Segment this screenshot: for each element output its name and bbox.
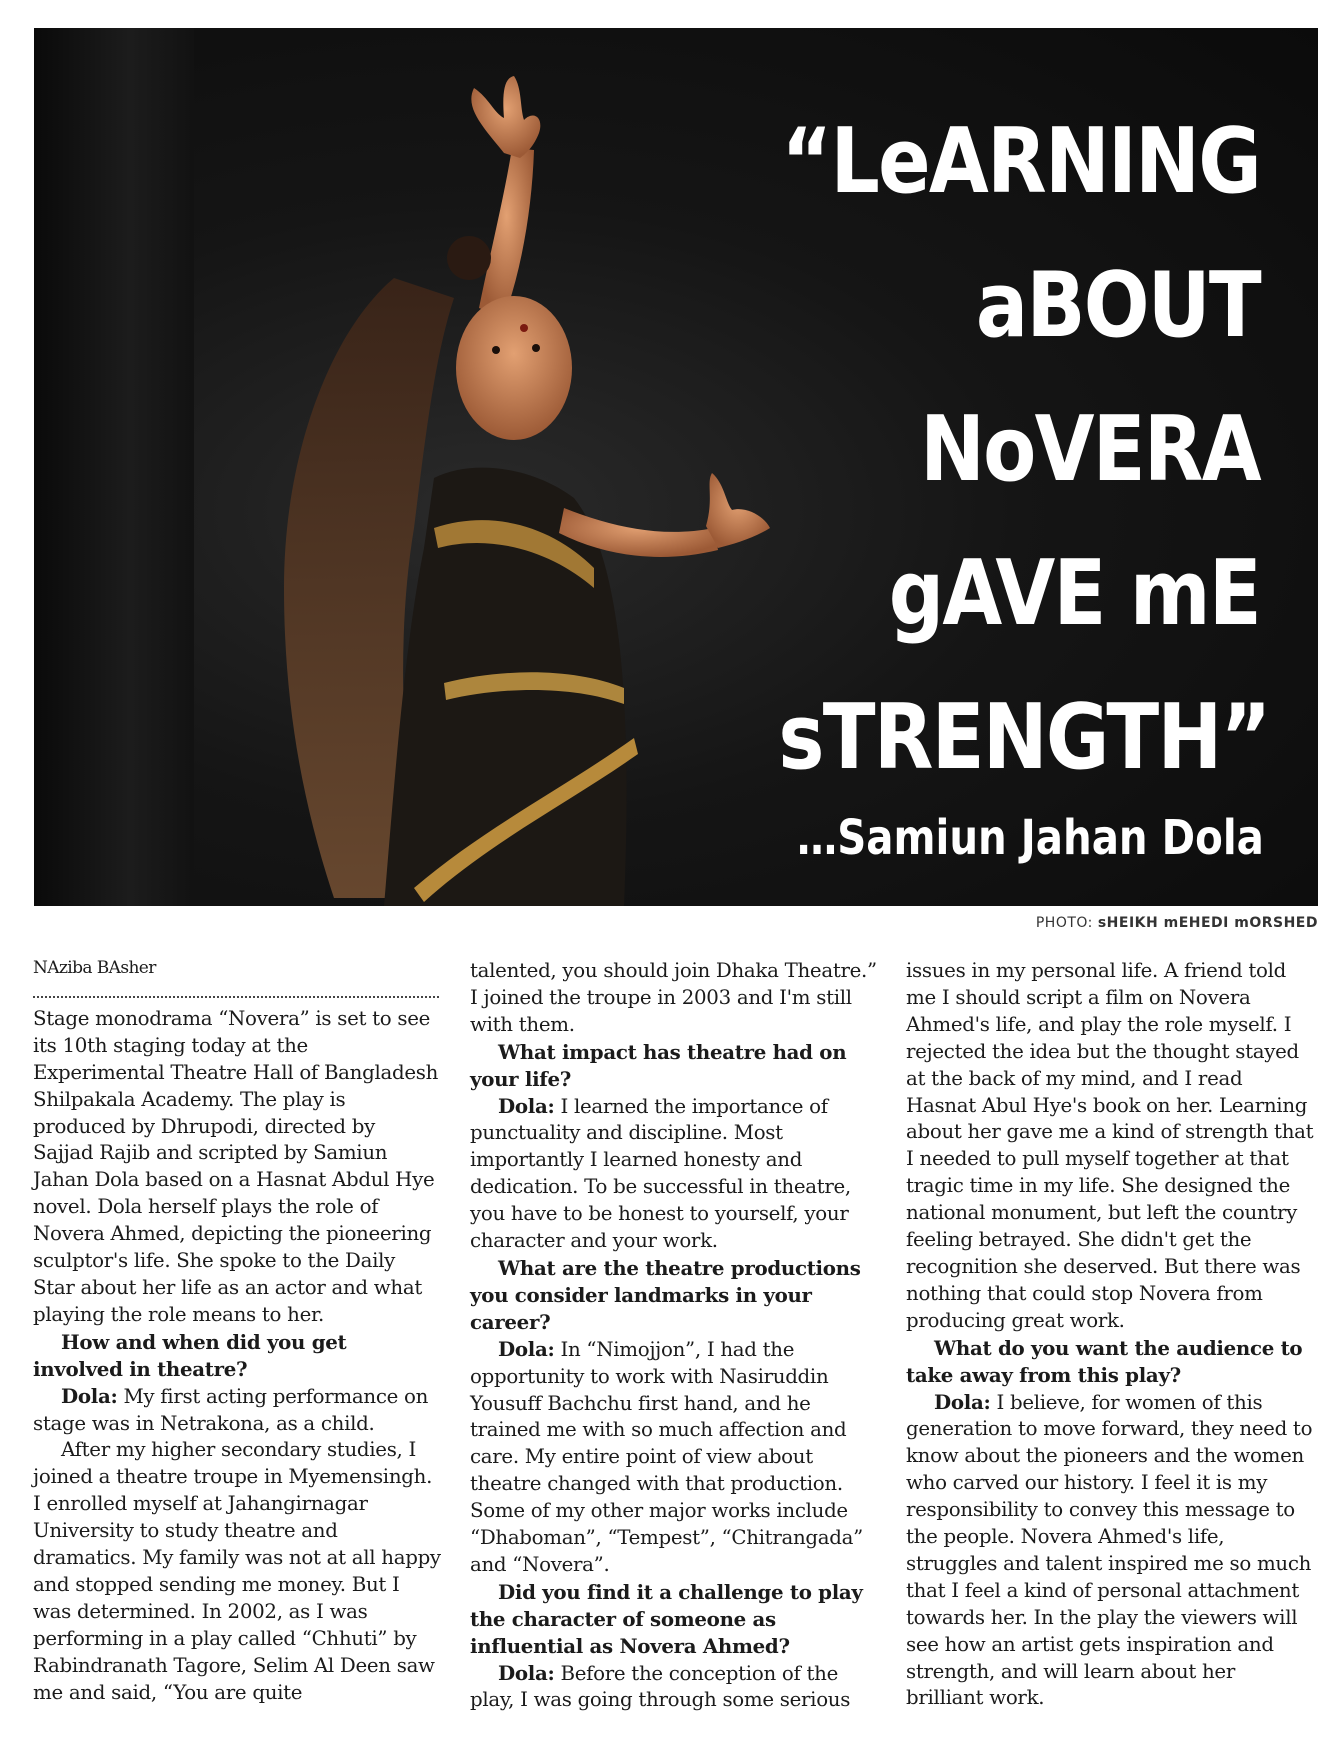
answer-4 [470, 1660, 882, 1715]
question-4: Did you find it a challenge to play the character of someone as influential as Novera Ahmed? [470, 1579, 863, 1658]
question-3: What are the theatre productions you consider landmarks in your career? [470, 1255, 861, 1334]
answer-2 [470, 1093, 882, 1255]
answer-1-continued: After my higher secondary studies, I joined a theatre troupe in Myemensingh. I enrolled myself at Jahangirnagar University to study theatre and dramatics. My family was not at all happy and stopped sending me money. But I was determined. In 2002, as I was performing in a play called “Chhuti” by Rabindranath Tagore, Selim Al Deen saw me and said, “You are quite [33, 1438, 441, 1704]
speaker-label: Dola: [498, 1336, 555, 1361]
question-2: What impact has theatre had on your life? [470, 1039, 847, 1091]
photo-credit-label: PHOTO: [1035, 915, 1093, 931]
answer-3 [470, 1336, 882, 1579]
headline [778, 90, 1270, 810]
photo-credit-name: sHEIKH mEHEDI mORSHED [1097, 915, 1318, 931]
headline-line: aBOUT [975, 253, 1260, 358]
answer-1 [33, 1383, 441, 1438]
dancer-illustration [34, 28, 794, 906]
intro-paragraph: Stage monodrama “Novera” is set to see its 10th staging today at the Experimental Theatre Hall of Bangladesh Shilpakala Academy. The play is produced by Dhrupodi, directed by Sajjad Rajib and scripted by Samiun Jahan Dola based on a Hasnat Abdul Hye novel. Dola herself plays the role of Novera Ahmed, depicting the pioneering sculptor's life. She spoke to the Daily Star about her life as an actor and what playing the role means to her. [33, 1006, 439, 1326]
hero-photo [34, 28, 1318, 906]
article-column-2 [470, 958, 882, 1714]
question-5: What do you want the audience to take away from this play? [906, 1335, 1303, 1387]
answer-text: My first acting performance on stage was in Netrakona, as a child. [33, 1384, 429, 1435]
answer-text: I believe, for women of this generation to move forward, they need to know about the pioneers and the women who carved our history. I feel it is my responsibility to convey this message to the people. Novera Ahmed's life, struggles and talent inspired me so much that I feel a kind of personal attachment towards her. In the play the viewers will see how an artist gets inspiration and strength, and will learn about her brilliant work. [906, 1390, 1313, 1710]
headline-line: sTRENGTH” [778, 685, 1270, 790]
speaker-label: Dola: [934, 1389, 991, 1414]
headline-line: gAVE mE [888, 541, 1260, 646]
answer-1-end: talented, you should join Dhaka Theatre.” I joined the troupe in 2003 and I'm still with them. [470, 959, 877, 1036]
headline-line: “LeARNING [781, 109, 1260, 214]
article-column-3 [906, 958, 1318, 1712]
speaker-label: Dola: [498, 1660, 555, 1685]
speaker-label: Dola: [498, 1093, 555, 1118]
speaker-label: Dola: [61, 1383, 118, 1408]
photo-credit [1036, 915, 1318, 931]
question-1: How and when did you get involved in theatre? [33, 1329, 347, 1381]
headline-line: NoVERA [920, 397, 1260, 502]
author-byline: NAziba BAsher [33, 958, 156, 978]
answer-text: Before the conception of the play, I was going through some serious [470, 1661, 851, 1712]
answer-text: In “Nimojjon”, I had the opportunity to work with Nasiruddin Yousuff Bachchu first hand, and he trained me with so much affection and care. My entire point of view about theatre changed with that production. Some of my other major works include “Dhaboman”, “Tempest”, “Chitrangada” and “Novera”. [470, 1337, 863, 1576]
answer-4-end: issues in my personal life. A friend told me I should script a film on Novera Ahmed's life, and play the role myself. I rejected the idea but the thought stayed at the back of my mind, and I read Hasnat Abul Hye's book on her. Learning about her gave me a kind of strength that I needed to pull myself together at that tragic time in my life. She designed the national monument, but left the country feeling betrayed. She didn't get the recognition she deserved. But there was nothing that could stop Novera from producing great work. [906, 959, 1314, 1332]
dotted-divider [33, 996, 439, 998]
article-column-1 [33, 955, 441, 1706]
headline-attribution: …Samiun Jahan Dola [797, 810, 1264, 866]
answer-5 [906, 1389, 1318, 1713]
answer-text: I learned the importance of punctuality and discipline. Most importantly I learned honesty and dedication. To be successful in theatre, you have to be honest to yourself, your character and your work. [470, 1094, 851, 1253]
